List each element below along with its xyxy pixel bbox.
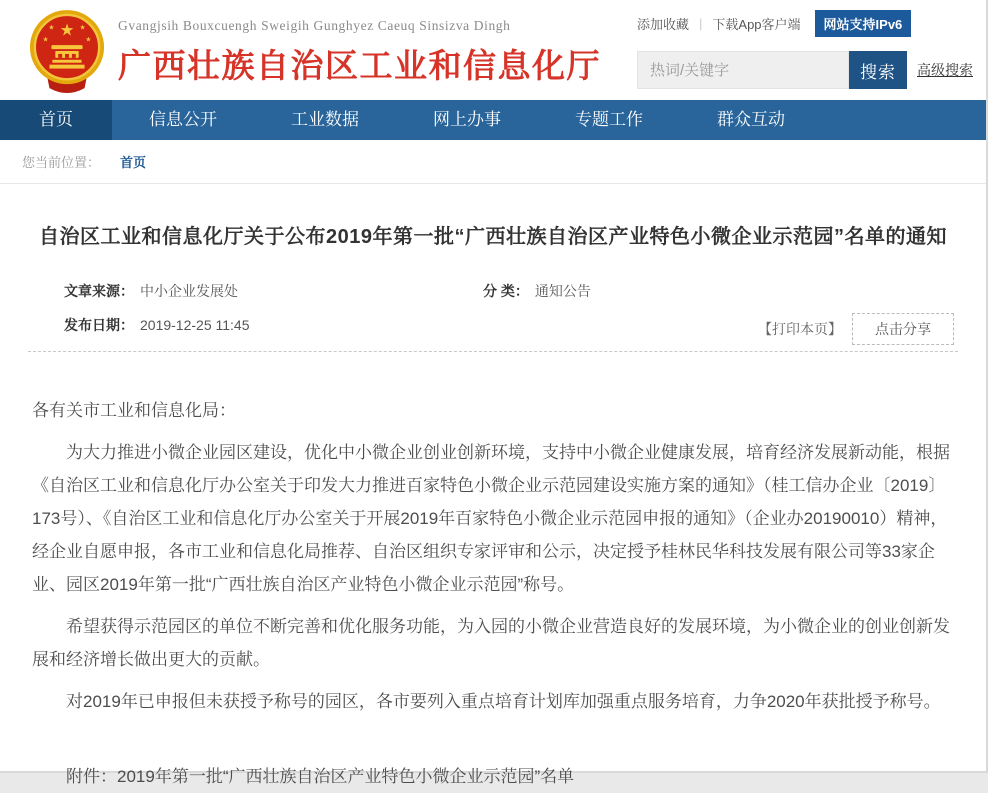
meta-category: [483, 281, 591, 301]
meta-actions: [758, 313, 954, 345]
search-input[interactable]: [637, 51, 849, 89]
search-bar: [637, 51, 982, 89]
meta-date-value: 2019-12-25 11:45: [140, 317, 250, 333]
header-top-links: [637, 10, 982, 37]
article-paragraph: 对2019年已申报但未获授予称号的园区，各市要列入重点培育计划库加强重点服务培育，力争2020年获批授予称号。: [66, 692, 941, 711]
share-button[interactable]: 点击分享: [852, 313, 954, 345]
article-container: [0, 220, 986, 793]
article-paragraph: 为大力推进小微企业园区建设，优化中小微企业创业创新环境，支持中小微企业健康发展，培育经济发展新动能，根据《自治区工业和信息化厅办公室关于印发大力推进百家特色小微企业示范园建设实施方案的通知》（桂工信办企业〔2019〕173号）、《自治区工业和信息化厅办公室关于开展2019年百家特色小微企业示范园申报的通知》（企业办20190010）精神，经企业自愿申报，各市工业和信息化局推荐、自治区组织专家评审和公示，决定授予桂林民华科技发展有限公司等33家企业、园区2019年第一批“广西壮族自治区产业特色小微企业示范园”称号。: [32, 443, 950, 594]
breadcrumb-home-link[interactable]: 首页: [120, 155, 147, 170]
meta-category-label: 分 类：: [483, 283, 529, 299]
logo-text: [118, 8, 601, 87]
meta-date-label: 发布日期：: [64, 317, 134, 333]
article-salutation: 各有关市工业和信息化局：: [32, 401, 236, 420]
article-attachment-line[interactable]: 附件：2019年第一批“广西壮族自治区产业特色小微企业示范园”名单: [66, 767, 575, 786]
print-page-button[interactable]: 【打印本页】: [758, 321, 842, 337]
site-header: [0, 0, 986, 100]
svg-text:★: ★: [85, 36, 92, 44]
national-emblem-icon: [28, 8, 106, 96]
article-meta: [28, 281, 958, 352]
site-title: 广西壮族自治区工业和信息化厅: [118, 47, 601, 84]
svg-text:★: ★: [48, 24, 55, 32]
meta-source-value: 中小企业发展处: [140, 283, 238, 299]
meta-divider: [28, 351, 958, 352]
meta-source-label: 文章来源：: [64, 283, 134, 299]
breadcrumb: [0, 140, 986, 184]
add-favorite-link[interactable]: 添加收藏: [637, 17, 690, 32]
header-right: [637, 10, 982, 89]
ipv6-support-badge[interactable]: 网站支持IPv6: [815, 10, 912, 37]
search-button[interactable]: 搜索: [849, 51, 907, 89]
nav-item-public-interaction[interactable]: 群众互动: [717, 110, 785, 129]
svg-text:★: ★: [79, 24, 86, 32]
article-body: [28, 394, 958, 793]
main-nav: [0, 100, 986, 140]
meta-source: [28, 281, 238, 301]
article-paragraph: 希望获得示范园区的单位不断完善和优化服务功能，为入园的小微企业营造良好的发展环境，为小微企业的创业创新发展和经济增长做出更大的贡献。: [32, 617, 950, 669]
nav-item-online-services[interactable]: 网上办事: [433, 110, 501, 129]
meta-date: [28, 315, 250, 335]
svg-text:★: ★: [59, 20, 75, 40]
zhuang-language-title: Gvangjsih Bouxcuengh Sweigih Gunghyez Caeuq Sinsizva Dingh: [118, 18, 511, 33]
advanced-search-link[interactable]: 高级搜索: [917, 62, 973, 78]
link-divider: |: [699, 16, 703, 31]
nav-item-industry-data[interactable]: 工业数据: [291, 110, 359, 129]
meta-category-value: 通知公告: [534, 283, 591, 299]
svg-text:★: ★: [42, 36, 49, 44]
nav-item-info-disclosure[interactable]: 信息公开: [149, 110, 217, 129]
nav-item-home[interactable]: 首页: [0, 100, 112, 140]
download-app-link[interactable]: 下载App客户端: [712, 17, 801, 32]
site-logo[interactable]: [28, 8, 601, 96]
nav-item-special-topics[interactable]: 专题工作: [575, 110, 643, 129]
breadcrumb-label: 您当前位置：: [22, 155, 101, 170]
article-title: 自治区工业和信息化厅关于公布2019年第一批“广西壮族自治区产业特色小微企业示范园”名单的通知: [39, 226, 947, 248]
